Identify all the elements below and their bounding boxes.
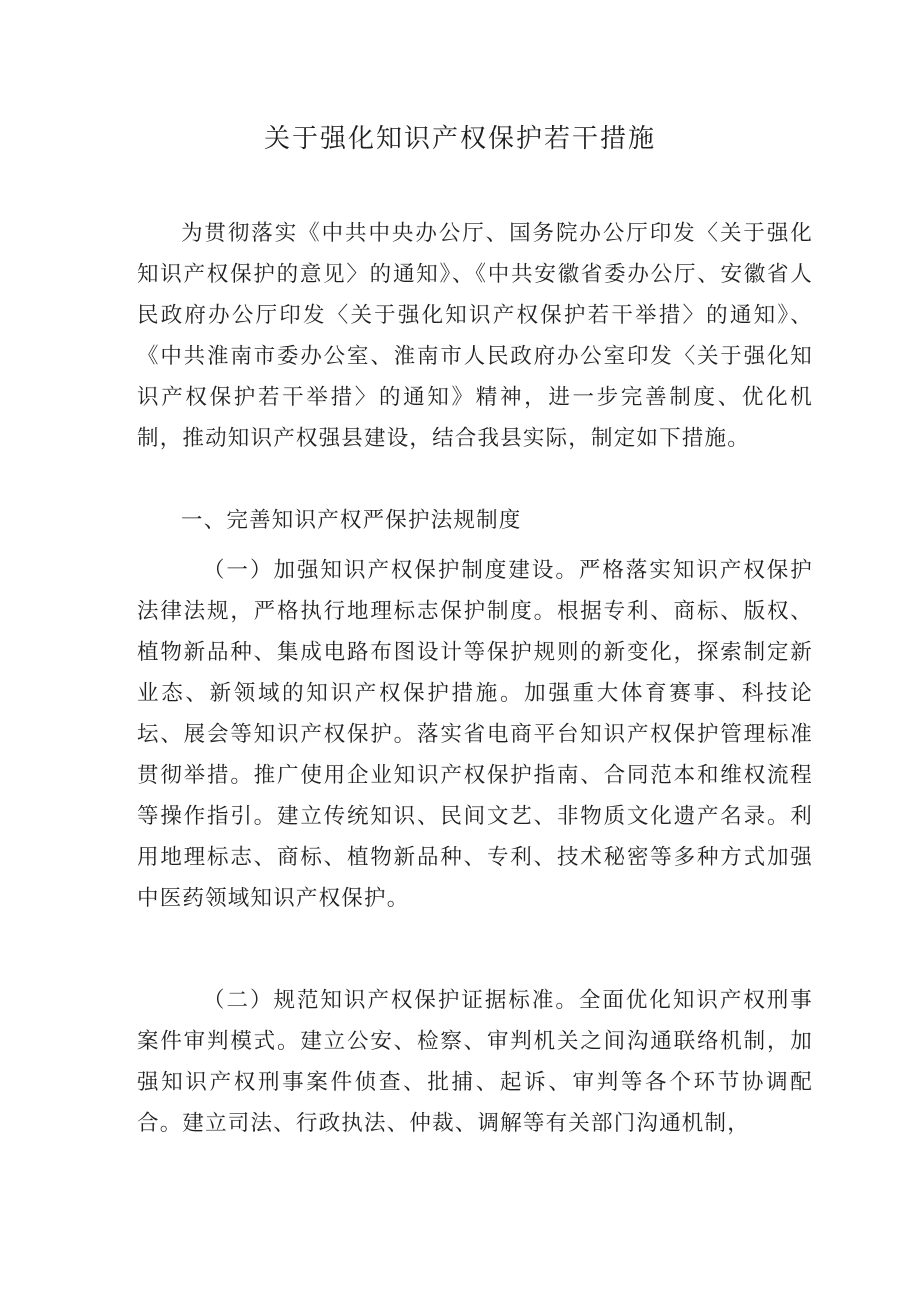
section-paragraph-1: （一）加强知识产权保护制度建设。严格落实知识产权保护法律法规，严格执行地理标志保护制度。根据专利、商标、版权、植物新品种、集成电路布图设计等保护规则的新变化，探索制定新业态、新领域的知识产权保护措施。加强重大体育赛事、科技论坛、展会等知识产权保护。落实省电商平台知识产权保护管理标准贯彻举措。推广使用企业知识产权保护指南、合同范本和维权流程等操作指引。建立传统知识、民间文艺、非物质文化遗产名录。利用地理标志、商标、植物新品种、专利、技术秘密等多种方式加强中医药领域知识产权保护。: [137, 558, 813, 911]
intro-paragraph: 为贯彻落实《中共中央办公厅、国务院办公厅印发〈关于强化知识产权保护的意见〉的通知》、《中共安徽省委办公厅、安徽省人民政府办公厅印发〈关于强化知识产权保护若干举措〉的通知》、《中共淮南市委办公室、淮南市人民政府办公室印发〈关于强化知识产权保护若干举措〉的通知》精神，进一步完善制度、优化机制，推动知识产权强县建设，结合我县实际，制定如下措施。: [137, 221, 813, 451]
section-heading: 一、完善知识产权严保护法规制度: [181, 508, 522, 533]
section-paragraph-2: （二）规范知识产权保护证据标准。全面优化知识产权刑事案件审判模式。建立公安、检察、审判机关之间沟通联络机制，加强知识产权刑事案件侦查、批捕、起诉、审判等各个环节协调配合。建立司法、行政执法、仲裁、调解等有关部门沟通机制，: [137, 988, 813, 1136]
document-title: 关于强化知识产权保护若干措施: [263, 124, 656, 154]
